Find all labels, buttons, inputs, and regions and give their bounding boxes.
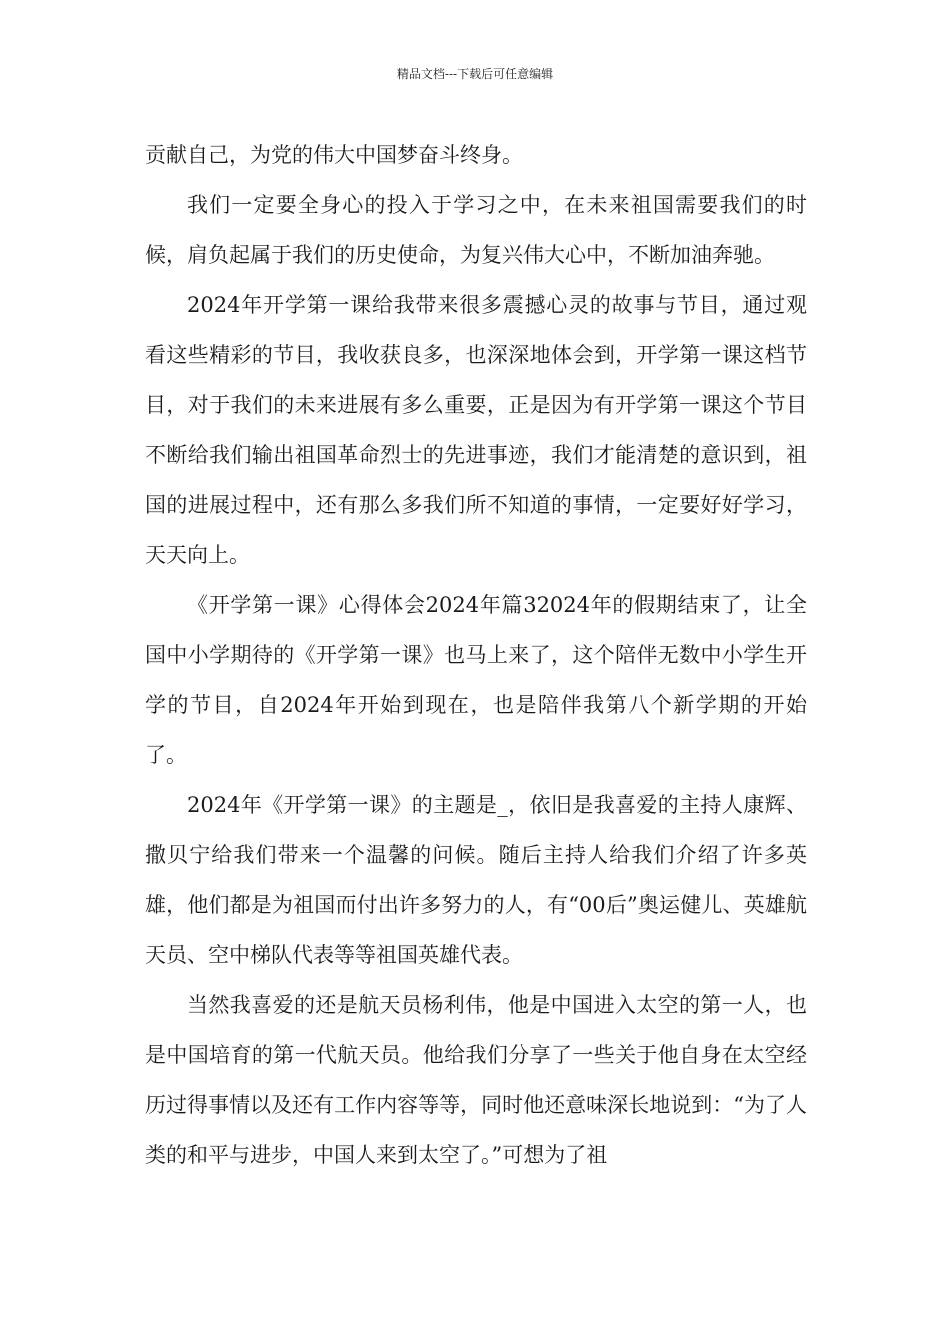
paragraph-study-commitment: 我们一定要全身心的投入于学习之中，在未来祖国需要我们的时候，肩负起属于我们的历史使命，为复兴伟大心中，不断加油奔驰。 (145, 193, 807, 267)
paragraph-essay-three-intro: 《开学第一课》心得体会2024年篇32024年的假期结束了，让全国中小学期待的《开学第一课》也马上来了，这个陪伴无数中小学生开学的节目，自2024年开始到现在，也是陪伴我第八个新学期的开始了。 (145, 593, 807, 767)
paragraph-first-lesson-reflection: 2024年开学第一课给我带来很多震撼心灵的故事与节目，通过观看这些精彩的节目，我收获良多，也深深地体会到，开学第一课这档节目，对于我们的未来进展有多么重要，正是因为有开学第一课这个节目不断给我们输出祖国革命烈士的先进事迹，我们才能清楚的意识到，祖国的进展过程中，还有那么多我们所不知道的事情，一定要好好学习，天天向上。 (145, 293, 807, 567)
document-body (145, 130, 807, 1180)
paragraph-theme-and-hosts: 2024年《开学第一课》的主题是_，依旧是我喜爱的主持人康辉、撒贝宁给我们带来一个温馨的问候。随后主持人给我们介绍了许多英雄，他们都是为祖国而付出许多努力的人，有“00后”奥运健儿、英雄航天员、空中梯队代表等等祖国英雄代表。 (145, 793, 807, 967)
paragraph-astronaut-yang-liwei: 当然我喜爱的还是航天员杨利伟，他是中国进入太空的第一人，也是中国培育的第一代航天员。他给我们分享了一些关于他自身在太空经历过得事情以及还有工作内容等等，同时他还意味深长地说到：“为了人类的和平与进步，中国人来到太空了。”可想为了祖 (145, 993, 807, 1167)
page-header: 精品文档---下载后可任意编辑 (396, 67, 554, 81)
paragraph-continuation: 贡献自己，为党的伟大中国梦奋斗终身。 (145, 143, 523, 167)
